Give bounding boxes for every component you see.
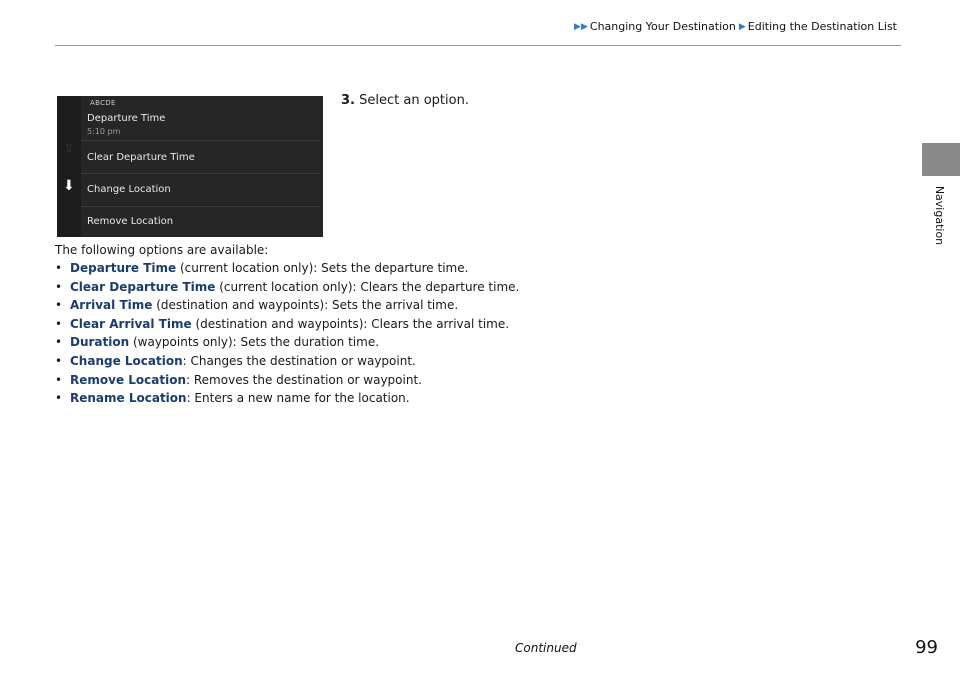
- section-label: [923, 178, 957, 253]
- option-term: Clear Arrival Time: [70, 316, 192, 331]
- bullet: •: [55, 391, 63, 406]
- continued-label: Continued: [515, 641, 577, 655]
- bullet: •: [55, 298, 63, 313]
- option-term: Departure Time: [70, 261, 177, 275]
- section-tab: [922, 143, 960, 176]
- breadcrumb-item-changing-destination: Changing Your Destination: [589, 20, 736, 33]
- option-term: Clear Departure Time: [70, 279, 216, 294]
- option-desc: (current location only): Sets the departure time.: [176, 261, 469, 275]
- bullet: •: [55, 279, 63, 294]
- option-term: Remove Location: [70, 372, 187, 387]
- menu-item-departure-time: [81, 108, 320, 141]
- section-label-text: Navigation: [933, 185, 947, 246]
- bullet: •: [55, 353, 63, 368]
- bullet: •: [55, 372, 63, 387]
- options-list: [55, 259, 655, 408]
- menu-item-clear-departure-time: [81, 141, 320, 174]
- device-screenshot: [57, 96, 323, 237]
- option-desc: : Changes the destination or waypoint.: [182, 353, 416, 368]
- menu-item-sublabel: 5:10 pm: [87, 127, 121, 136]
- option-item: [55, 296, 655, 315]
- option-desc: : Enters a new name for the location.: [186, 391, 410, 406]
- bullet: •: [55, 261, 63, 275]
- breadcrumb-item-editing-list: Editing the Destination List: [747, 20, 897, 33]
- option-item: [55, 371, 655, 390]
- scroll-column: [57, 96, 81, 237]
- breadcrumb: [574, 20, 900, 33]
- option-item: [55, 315, 655, 334]
- screen-tag: ABCDE: [90, 99, 116, 107]
- menu-item-label: Clear Departure Time: [87, 152, 195, 163]
- option-item: [55, 389, 655, 408]
- triangle-right-icon: ▶▶: [574, 21, 588, 32]
- header-rule: [55, 45, 901, 46]
- bullet: •: [55, 335, 63, 350]
- option-term: Rename Location: [70, 391, 187, 406]
- step-instruction: [341, 93, 469, 108]
- option-desc: (destination and waypoints): Clears the arrival time.: [191, 316, 510, 331]
- option-desc: (destination and waypoints): Sets the arrival time.: [152, 298, 459, 313]
- option-term: Change Location: [70, 353, 183, 368]
- option-desc: (waypoints only): Sets the duration time.: [129, 335, 380, 350]
- option-item: [55, 278, 655, 297]
- option-item: [55, 333, 655, 352]
- menu-item-change-location: [81, 174, 320, 207]
- menu-item-label: Remove Location: [87, 216, 174, 227]
- options-section: [55, 241, 655, 408]
- option-item: [55, 259, 655, 278]
- menu-item-label: Change Location: [87, 184, 171, 195]
- option-desc: : Removes the destination or waypoint.: [186, 372, 422, 387]
- triangle-right-icon: ▶: [738, 21, 746, 32]
- step-text: Select an option.: [359, 93, 469, 108]
- option-desc: (current location only): Clears the departure time.: [215, 279, 520, 294]
- arrow-up-icon: ⇧: [64, 141, 75, 155]
- option-term: Arrival Time: [70, 298, 153, 313]
- options-intro: The following options are available:: [55, 243, 269, 257]
- bullet: •: [55, 316, 63, 331]
- page-number: 99: [915, 637, 938, 658]
- option-item: [55, 352, 655, 371]
- menu-item-remove-location: [81, 207, 320, 237]
- menu-item-label: Departure Time: [87, 113, 166, 124]
- arrow-down-icon: ⬇: [63, 178, 75, 194]
- option-term: Duration: [70, 335, 130, 350]
- step-number: 3.: [341, 93, 355, 108]
